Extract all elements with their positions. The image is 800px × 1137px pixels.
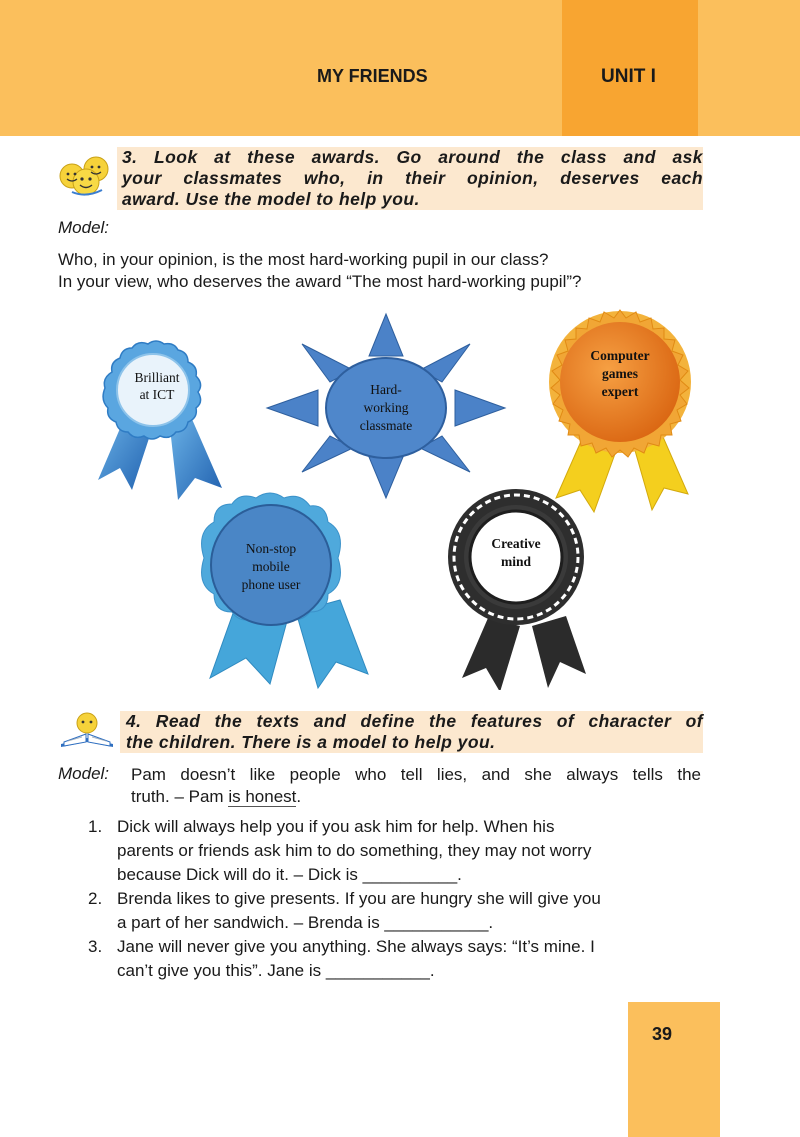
award-computer-line-2: games (602, 366, 638, 381)
award-creative-line-1: Creative (491, 536, 541, 551)
reading-child-icon (59, 710, 117, 750)
list-item-line: a part of her sandwich. – Brenda is ___________. (117, 913, 494, 932)
award-computer-line-1: Computer (590, 348, 650, 363)
award-nonstop-line-3: phone user (241, 577, 301, 592)
task-3-instruction (117, 147, 703, 210)
award-computer-line-3: expert (601, 384, 639, 399)
page-header (0, 0, 800, 136)
page-title: MY FRIENDS (317, 66, 428, 86)
task-3-model-line-2: In your view, who deserves the award “The most hard-working pupil”? (58, 272, 582, 291)
awards-illustration (0, 300, 800, 690)
task-3-line-3: award. Use the model to help you. (122, 189, 420, 209)
task-4-model-text (131, 764, 701, 808)
list-item (88, 815, 703, 887)
page-number-box (628, 1002, 720, 1137)
task-4-model-line-1: Pam doesn’t like people who tell lies, and she always tells the (131, 765, 701, 784)
list-item-line: Dick will always help you if you ask him for help. When his (117, 817, 555, 836)
award-hardworking-line-2: working (363, 400, 409, 415)
award-creative-line-2: mind (500, 554, 532, 569)
award-brilliant-line-1: Brilliant (134, 370, 180, 385)
award-nonstop-line-2: mobile (252, 559, 290, 574)
award-brilliant-at-ict (98, 341, 222, 500)
task-4-model-line-2 (131, 786, 701, 808)
task-4-model-label: Model: (58, 764, 110, 783)
task-3-line-1: 3. Look at these awards. Go around the class and ask (122, 147, 703, 167)
list-item-line: Jane will never give you anything. She always says: “It’s mine. I (117, 937, 595, 956)
list-item-line: Brenda likes to give presents. If you are hungry she will give you (117, 889, 601, 908)
award-creative-mind (448, 489, 586, 690)
award-nonstop-line-1: Non-stop (245, 541, 297, 556)
award-hardworking-line-1: Hard- (370, 382, 402, 397)
model-text-end: . (296, 787, 302, 806)
list-item-number: 1. (88, 817, 103, 836)
task-3-model-label: Model: (58, 218, 110, 237)
task-3-line-2: your classmates who, in their opinion, deserves each (122, 168, 703, 188)
list-item-number: 3. (88, 937, 103, 956)
award-hardworking-line-3: classmate (359, 418, 413, 433)
unit-label: UNIT I (601, 66, 656, 87)
list-item-line: because Dick will do it. – Dick is __________. (117, 865, 462, 884)
list-item-line: can’t give you this”. Jane is ___________. (117, 961, 435, 980)
model-answer: is honest (228, 787, 297, 806)
task-3-model-line-1: Who, in your opinion, is the most hard-working pupil in our class? (58, 250, 549, 269)
award-computer-games-expert (549, 310, 691, 512)
list-item (88, 887, 703, 935)
task-4-line-2: the children. There is a model to help you. (126, 732, 496, 752)
model-text-start: truth. – Pam (131, 787, 229, 806)
page-number: 39 (652, 1024, 673, 1044)
list-item (88, 935, 703, 983)
exercise-list (88, 815, 703, 983)
list-item-line: parents or friends ask him to do something, they may not worry (117, 841, 592, 860)
smiley-faces-icon (58, 152, 114, 198)
list-item-number: 2. (88, 889, 103, 908)
task-4-instruction (120, 711, 703, 753)
award-brilliant-line-2: at ICT (139, 387, 175, 402)
task-4-line-1: 4. Read the texts and define the features of character of (126, 711, 703, 731)
